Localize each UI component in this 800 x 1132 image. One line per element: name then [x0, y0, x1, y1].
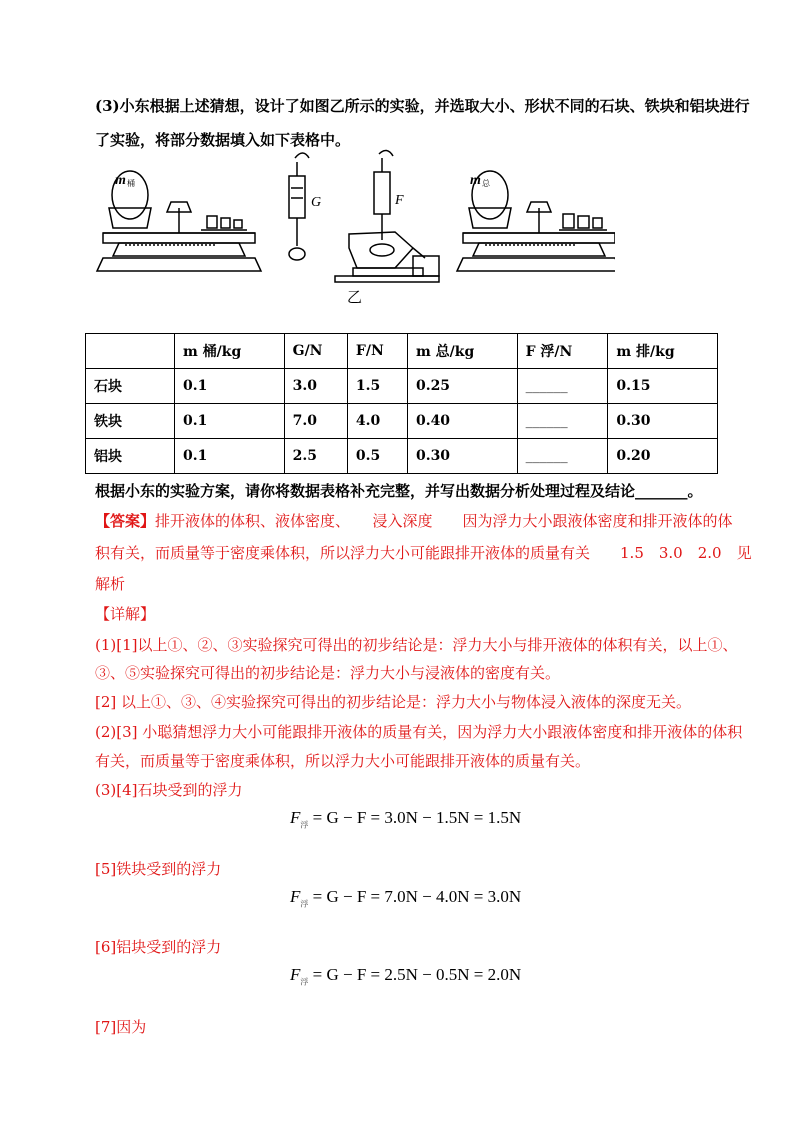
- detail-p5: [5]铁块受到的浮力: [95, 860, 222, 878]
- cell-m-displaced: 0.15: [608, 369, 718, 404]
- detail-p1-line-2: ③、⑤实验探究可得出的初步结论是：浮力大小与浸液体的密度有关。: [95, 664, 561, 682]
- cell-m-total: 0.25: [407, 369, 517, 404]
- cell-m-displaced: 0.20: [608, 439, 718, 474]
- table-header-row: [86, 334, 718, 369]
- formula-iron: $F_浮 = G - F = 7.0N - 4.0N = 3.0N$: [290, 887, 522, 909]
- table-row: [86, 404, 718, 439]
- cell-m-bucket: 0.1: [175, 404, 285, 439]
- answer-tag: 【答案】: [95, 512, 156, 530]
- experiment-diagram: [95, 148, 615, 308]
- cell-f: 0.5: [347, 439, 407, 474]
- label-m-bucket: m: [115, 173, 126, 188]
- cell-f-float-blank: ______: [517, 404, 608, 439]
- detail-tag: 【详解】: [95, 605, 156, 623]
- answer-line-1: [95, 512, 733, 530]
- figure-caption: 乙: [347, 290, 363, 306]
- question-3-line-2: 了实验，将部分数据填入如下表格中。: [95, 131, 351, 149]
- cell-m-displaced: 0.30: [608, 404, 718, 439]
- detail-p1-line-1: (1)[1]以上①、②、③实验探究可得出的初步结论是：浮力大小与排开液体的体积有关，以上①、: [95, 636, 738, 654]
- cell-m-bucket: 0.1: [175, 439, 285, 474]
- cell-f: 4.0: [347, 404, 407, 439]
- row-name: 铝块: [86, 439, 175, 474]
- answer-text-1: 排开液体的体积、液体密度、 浸入深度 因为浮力大小跟液体密度和排开液体的体: [155, 512, 733, 530]
- label-m-total-sub: 总: [482, 179, 490, 188]
- spring-scale-f-overflow-cup-icon: [335, 150, 439, 282]
- question-prompt: 根据小东的实验方案，请你将数据表格补充完整，并写出数据分析处理过程及结论_______。: [95, 482, 703, 500]
- header-cell: F 浮/N: [517, 334, 608, 369]
- question-3-line-1: (3)小东根据上述猜想，设计了如图乙所示的实验，并选取大小、形状不同的石块、铁块和铝块进行: [95, 97, 750, 115]
- row-name: 石块: [86, 369, 175, 404]
- cell-m-bucket: 0.1: [175, 369, 285, 404]
- cell-m-total: 0.40: [407, 404, 517, 439]
- cell-f: 1.5: [347, 369, 407, 404]
- detail-p2: [2] 以上①、③、④实验探究可得出的初步结论是：浮力大小与物体浸入液体的深度无关。: [95, 693, 692, 711]
- detail-p3-line-2: 有关，而质量等于密度乘体积，所以浮力大小可能跟排开液体的质量有关。: [95, 752, 591, 770]
- header-cell: m 总/kg: [407, 334, 517, 369]
- answer-line-2: 积有关，而质量等于密度乘体积，所以浮力大小可能跟排开液体的质量有关 1.5 3.0 2.0 见: [95, 544, 752, 562]
- cell-g: 2.5: [284, 439, 347, 474]
- cell-m-total: 0.30: [407, 439, 517, 474]
- header-cell: G/N: [284, 334, 347, 369]
- answer-line-3: 解析: [95, 575, 126, 593]
- header-cell: m 桶/kg: [175, 334, 285, 369]
- label-m-bucket-sub: 桶: [127, 179, 135, 188]
- cell-f-float-blank: ______: [517, 439, 608, 474]
- detail-p7: [7]因为: [95, 1018, 147, 1036]
- label-f: F: [395, 193, 404, 208]
- formula-stone: $F_浮 = G - F = 3.0N - 1.5N = 1.5N$: [290, 808, 522, 830]
- detail-p4: (3)[4]石块受到的浮力: [95, 781, 243, 799]
- formula-aluminum: $F_浮 = G - F = 2.5N - 0.5N = 2.0N$: [290, 965, 522, 987]
- header-cell: m 排/kg: [608, 334, 718, 369]
- detail-p3-line-1: (2)[3] 小聪猜想浮力大小可能跟排开液体的质量有关，因为浮力大小跟液体密度和排开液体的体积: [95, 723, 743, 741]
- experiment-figure: [95, 148, 615, 308]
- cell-f-float-blank: ______: [517, 369, 608, 404]
- cell-g: 3.0: [284, 369, 347, 404]
- cell-g: 7.0: [284, 404, 347, 439]
- table-row: [86, 369, 718, 404]
- label-m-total: m: [470, 173, 481, 188]
- label-g: G: [311, 195, 322, 210]
- table-row: [86, 439, 718, 474]
- row-name: 铁块: [86, 404, 175, 439]
- header-cell: F/N: [347, 334, 407, 369]
- data-table: [85, 333, 718, 474]
- detail-p6: [6]铝块受到的浮力: [95, 938, 222, 956]
- header-cell: [86, 334, 175, 369]
- spring-scale-g-icon: [289, 153, 309, 260]
